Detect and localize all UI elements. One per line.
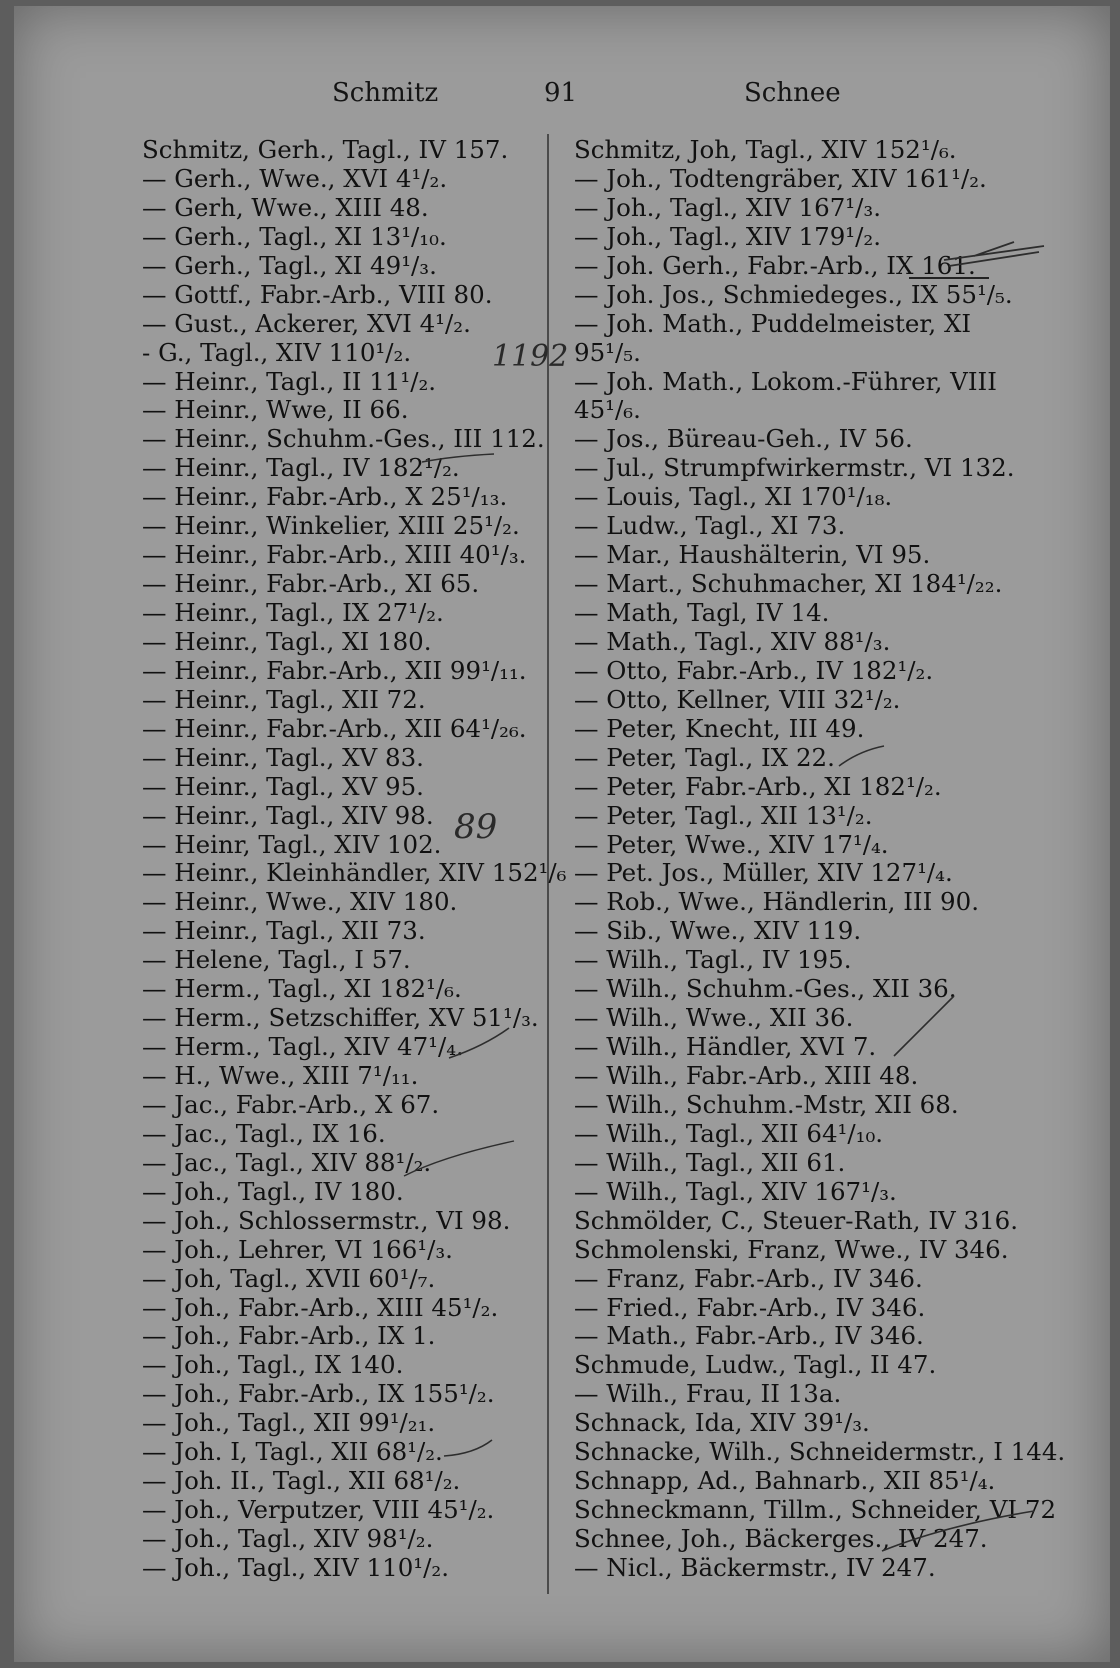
directory-entry: — Wilh., Tagl., XIV 167¹/₃. [574, 1176, 897, 1206]
directory-entry: — Heinr., Schuhm.-Ges., III 112. [142, 424, 545, 454]
directory-entry: — Joh., Tagl., XIV 167¹/₃. [574, 192, 881, 222]
directory-entry: — Heinr., Tagl., XI 180. [142, 626, 432, 656]
directory-entry: — Joh. Jos., Schmiedeges., IX 55¹/₅. [574, 279, 1013, 309]
directory-entry: — Joh., Fabr.-Arb., IX 155¹/₂. [142, 1379, 495, 1409]
directory-entry: — Jac., Fabr.-Arb., X 67. [142, 1089, 440, 1119]
directory-entry: — Wilh., Wwe., XII 36. [574, 1003, 854, 1033]
directory-entry: — Wilh., Händler, XVI 7. [574, 1032, 877, 1062]
directory-entry: — Wilh., Schuhm.-Mstr, XII 68. [574, 1089, 959, 1119]
directory-entry: — Jac., Tagl., XIV 88¹/₂. [142, 1147, 432, 1177]
directory-entry: — Joh. Math., Lokom.-Führer, VIII [574, 366, 997, 396]
directory-entry: — Wilh., Tagl., XII 61. [574, 1147, 846, 1177]
directory-entry: — Rob., Wwe., Händlerin, III 90. [574, 887, 980, 917]
directory-entry: — Herm., Tagl., XI 182¹/₆. [142, 974, 462, 1004]
directory-entry: — Pet. Jos., Müller, XIV 127¹/₄. [574, 858, 953, 888]
directory-entry: — Heinr., Tagl., XV 95. [142, 771, 424, 801]
pencil-note-b: 89 [454, 807, 498, 847]
header-first-entry: Schmitz [332, 78, 439, 108]
directory-entry: — Peter, Tagl., XII 13¹/₂. [574, 800, 873, 830]
directory-entry: — Heinr., Fabr.-Arb., XIII 40¹/₃. [142, 540, 527, 570]
directory-entry: — Louis, Tagl., XI 170¹/₁₈. [574, 482, 893, 512]
directory-entry: — Gerh., Tagl., XI 13¹/₁₀. [142, 221, 447, 251]
directory-entry: — Heinr., Tagl., XII 73. [142, 916, 426, 946]
directory-entry: — Joh., Tagl., IX 140. [142, 1350, 404, 1380]
directory-entry: — Jac., Tagl., IX 16. [142, 1118, 386, 1148]
directory-entry: — Heinr., Tagl., IX 27¹/₂. [142, 598, 444, 627]
directory-page [14, 6, 1110, 1662]
directory-entry: — Heinr., Winkelier, XIII 25¹/₂. [142, 511, 520, 541]
directory-entry: — H., Wwe., XIII 7¹/₁₁. [142, 1061, 419, 1090]
directory-entry: — Peter, Wwe., XIV 17¹/₄. [574, 829, 889, 859]
directory-entry: Schmude, Ludw., Tagl., II 47. [574, 1350, 937, 1380]
pencil-note-a: 1192 [492, 339, 569, 374]
pencil-tick [882, 1511, 1034, 1551]
directory-entry: — Joh., Todtengräber, XIV 161¹/₂. [574, 163, 987, 193]
header-last-entry: Schnee [744, 78, 841, 108]
page-number: 91 [544, 78, 578, 108]
directory-entry: — Otto, Fabr.-Arb., IV 182¹/₂. [574, 655, 934, 685]
directory-entry: — Heinr., Tagl., XII 72. [142, 684, 426, 714]
directory-entry: — Joh., Tagl., XII 99¹/₂₁. [142, 1408, 436, 1438]
pencil-tick [404, 1141, 514, 1176]
directory-entry: — Joh., Tagl., XIV 110¹/₂. [142, 1552, 449, 1582]
directory-entry: — Joh., Verputzer, VIII 45¹/₂. [142, 1495, 495, 1525]
directory-entry: — Heinr, Tagl., XIV 102. [142, 829, 442, 859]
pencil-tick [449, 1028, 509, 1058]
directory-entry: — Peter, Tagl., IX 22. [574, 742, 835, 772]
pencil-tick [422, 454, 494, 462]
directory-entry: — Joh. Gerh., Fabr.-Arb., IX 161. [574, 250, 976, 280]
directory-entry: — Joh., Schlossermstr., VI 98. [142, 1205, 511, 1235]
directory-entry: — Gerh., Wwe., XVI 4¹/₂. [142, 163, 448, 193]
directory-entry: — Sib., Wwe., XIV 119. [574, 916, 862, 946]
directory-entry: — Wilh., Frau, II 13a. [574, 1379, 842, 1409]
directory-entry: — Herm., Tagl., XIV 47¹/₄. [142, 1032, 464, 1062]
directory-entry: — Franz, Fabr.-Arb., IV 346. [574, 1263, 923, 1293]
directory-entry: — Gust., Ackerer, XVI 4¹/₂. [142, 308, 471, 338]
directory-entry: — Joh, Tagl., XVII 60¹/₇. [142, 1263, 436, 1293]
directory-entry: — Heinr., Tagl., XIV 98. [142, 800, 434, 830]
directory-entry: — Mart., Schuhmacher, XI 184¹/₂₂. [574, 569, 1003, 599]
directory-entry: Schmitz, Joh, Tagl., XIV 152¹/₆. [574, 135, 957, 164]
directory-entry: — Heinr., Fabr.-Arb., XII 99¹/₁₁. [142, 655, 527, 685]
directory-entry: — Joh., Lehrer, VI 166¹/₃. [142, 1234, 453, 1264]
directory-entry: — Herm., Setzschiffer, XV 51¹/₃. [142, 1003, 539, 1033]
directory-entry: — Wilh., Schuhm.-Ges., XII 36. [574, 974, 957, 1004]
directory-entry: — Joh. Math., Puddelmeister, XI [574, 308, 972, 338]
directory-entry: — Heinr., Fabr.-Arb., X 25¹/₁₃. [142, 482, 508, 512]
directory-entry: — Helene, Tagl., I 57. [142, 945, 411, 975]
directory-entry: — Peter, Knecht, III 49. [574, 713, 865, 743]
directory-entry: — Ludw., Tagl., XI 73. [574, 511, 846, 541]
directory-entry: 95¹/₅. [574, 337, 641, 367]
directory-entry: — Gerh, Wwe., XIII 48. [142, 192, 429, 222]
directory-entry: — Joh., Fabr.-Arb., IX 1. [142, 1321, 436, 1351]
directory-entry: — Otto, Kellner, VIII 32¹/₂. [574, 684, 901, 714]
directory-entry: Schmölder, C., Steuer-Rath, IV 316. [574, 1205, 1019, 1235]
directory-entry: — Math., Tagl., XIV 88¹/₃. [574, 626, 891, 656]
directory-entry: — Math, Tagl, IV 14. [574, 598, 830, 627]
pencil-scribble [944, 242, 1044, 266]
directory-entry: — Heinr., Tagl., II 11¹/₂. [142, 366, 437, 396]
directory-entry: — Wilh., Tagl., IV 195. [574, 945, 852, 975]
directory-entry: Schneckmann, Tillm., Schneider, VI 72 [574, 1495, 1057, 1525]
directory-entry: — Joh., Tagl., IV 180. [142, 1176, 404, 1206]
directory-entry: — Joh., Tagl., XIV 98¹/₂. [142, 1524, 434, 1553]
directory-entry: Schnee, Joh., Bäckerges., IV 247. [574, 1524, 988, 1553]
directory-entry: — Wilh., Tagl., XII 64¹/₁₀. [574, 1118, 884, 1148]
directory-entry: — Gottf., Fabr.-Arb., VIII 80. [142, 279, 493, 309]
directory-entry: 45¹/₆. [574, 395, 641, 425]
directory-entry: — Gerh., Tagl., XI 49¹/₃. [142, 250, 437, 280]
directory-entry: Schmitz, Gerh., Tagl., IV 157. [142, 135, 509, 164]
directory-entry: — Jul., Strumpfwirkermstr., VI 132. [574, 453, 1015, 483]
directory-entry: — Joh., Fabr.-Arb., XIII 45¹/₂. [142, 1292, 499, 1322]
directory-entry: Schnacke, Wilh., Schneidermstr., I 144. [574, 1437, 1066, 1467]
pencil-marks [14, 6, 1110, 1662]
pencil-tick [839, 746, 884, 766]
directory-entry: — Joh. II., Tagl., XII 68¹/₂. [142, 1466, 461, 1496]
directory-entry: — Math., Fabr.-Arb., IV 346. [574, 1321, 924, 1351]
pencil-tick [894, 996, 954, 1056]
directory-entry: — Joh., Tagl., XIV 179¹/₂. [574, 221, 881, 251]
directory-entry: — Jos., Büreau-Geh., IV 56. [574, 424, 913, 454]
directory-entry: — Heinr., Kleinhändler, XIV 152¹/₆ [142, 858, 567, 888]
directory-entry: — Wilh., Fabr.-Arb., XIII 48. [574, 1061, 919, 1090]
directory-entry: — Fried., Fabr.-Arb., IV 346. [574, 1292, 926, 1322]
directory-entry: — Heinr., Tagl., XV 83. [142, 742, 424, 772]
directory-entry: — Heinr., Wwe, II 66. [142, 395, 409, 425]
directory-entry: — Heinr., Wwe., XIV 180. [142, 887, 458, 917]
directory-entry: — Mar., Haushälterin, VI 95. [574, 540, 931, 570]
pencil-tick [444, 1440, 492, 1456]
directory-entry: — Peter, Fabr.-Arb., XI 182¹/₂. [574, 771, 942, 801]
directory-entry: — Heinr., Fabr.-Arb., XII 64¹/₂₆. [142, 713, 527, 743]
directory-entry: Schmolenski, Franz, Wwe., IV 346. [574, 1234, 1009, 1264]
directory-entry: Schnapp, Ad., Bahnarb., XII 85¹/₄. [574, 1466, 996, 1496]
directory-entry: Schnack, Ida, XIV 39¹/₃. [574, 1408, 870, 1438]
directory-entry: — Heinr., Tagl., IV 182¹/₂. [142, 453, 460, 483]
directory-entry: — Nicl., Bäckermstr., IV 247. [574, 1552, 936, 1582]
directory-entry: — Joh. I, Tagl., XII 68¹/₂. [142, 1437, 443, 1467]
directory-entry: — Heinr., Fabr.-Arb., XI 65. [142, 569, 480, 599]
directory-entry: - G., Tagl., XIV 110¹/₂. [142, 337, 412, 367]
